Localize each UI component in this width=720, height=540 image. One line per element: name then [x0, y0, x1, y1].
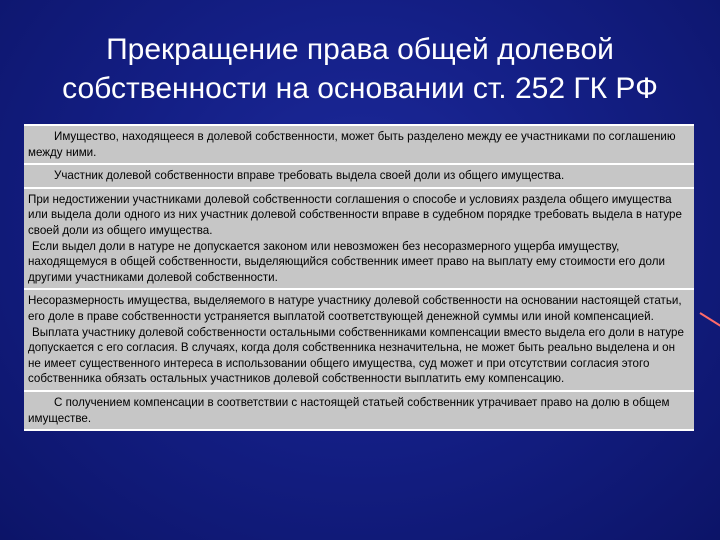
- block-paragraph: При недостижении участниками долевой собственности соглашения о способе и условиях раздела общего имущества или выдела доли одного из них участник долевой собственности вправе в судебном порядке требовать выдела в натуре своей доли из общего имущества.: [28, 192, 682, 237]
- block-paragraph: Несоразмерность имущества, выделяемого в натуре участнику долевой собственности на основании настоящей статьи, его доле в праве собственности устраняется выплатой соответствующей денежной суммы или иной компенсацией.: [28, 294, 682, 323]
- block-paragraph: Если выдел доли в натуре не допускается законом или невозможен без несоразмерного ущерба имуществу, находящемуся в общей собственности, выделяющийся собственник имеет право на выплату ему стоимости его доли другими участниками долевой собственности.: [28, 239, 665, 284]
- text-block-allocation-right: [24, 165, 694, 189]
- slide-title-line-1: Прекращение права общей долевой: [106, 33, 614, 66]
- block-paragraph: Выплата участнику долевой собственности остальными собственниками компенсации вместо выдела его доли в натуре допускается с его согласия. В случаях, когда доля собственника незначительна, не может быть реально выделена и он не имеет существенного интереса в использовании общего имущества, суд может и при отсутствии согласия этого собственника обязать остальных участников долевой собственности выплатить ему компенсацию.: [28, 325, 684, 386]
- block-paragraph: Имущество, находящееся в долевой собственности, может быть разделено между ее участниками по соглашению между ними.: [28, 130, 676, 159]
- slide-title-line-2: собственности на основании ст. 252 ГК РФ: [62, 72, 658, 105]
- block-paragraph: Участник долевой собственности вправе требовать выдела своей доли из общего имущества.: [54, 169, 565, 183]
- text-block-division: [24, 126, 694, 165]
- content-table: [24, 124, 694, 431]
- decorative-line: [699, 312, 720, 326]
- text-block-court-allocation: [24, 189, 694, 291]
- slide-title: [20, 30, 700, 108]
- block-paragraph: С получением компенсации в соответствии с настоящей статьей собственник утрачивает право на долю в общем имуществе.: [28, 395, 670, 425]
- text-block-loss-of-right: [24, 392, 694, 431]
- text-block-compensation: [24, 290, 694, 392]
